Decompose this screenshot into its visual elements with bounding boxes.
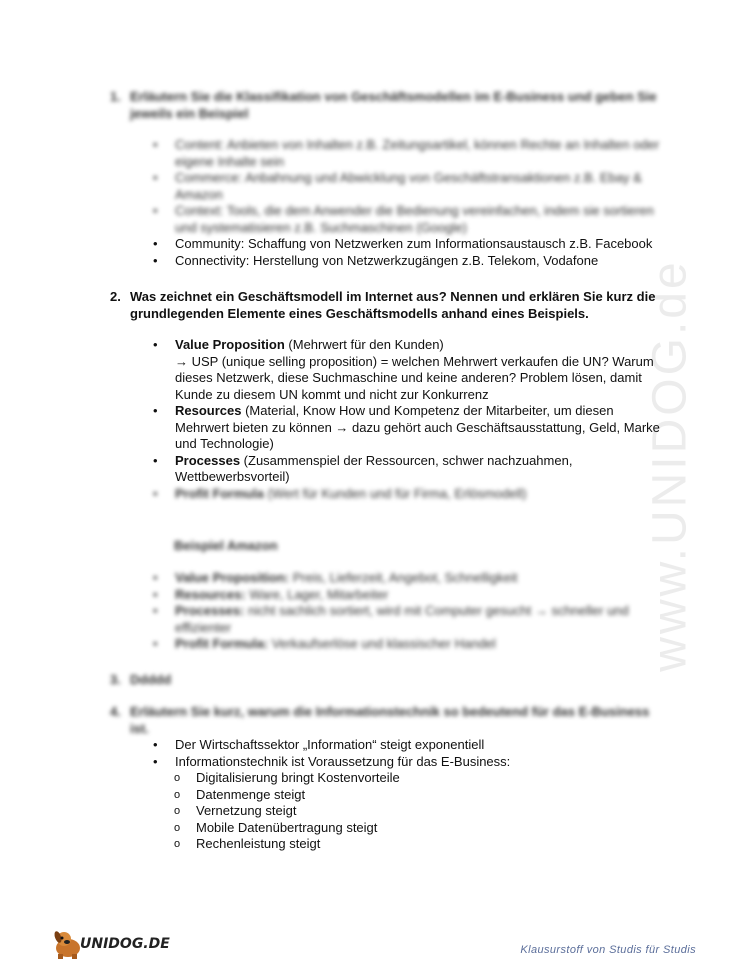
question-1 [110, 88, 670, 122]
sub-list-item: o Datenmenge steigt [174, 786, 306, 802]
question-4 [110, 703, 670, 737]
question-4-answers [150, 737, 670, 770]
list-item: • Content: Anbieten von Inhalten z.B. Zeitungsartikel, können Rechte an Inhalten oder eigene Inhalte sein [153, 137, 660, 169]
list-item: • Connectivity: Herstellung von Netzwerkzugängen z.B. Telekom, Vodafone [153, 252, 599, 268]
list-item: • Profit Formula: Verkaufserlöse und klassischer Handel [153, 636, 496, 651]
question-text: Erläutern Sie die Klassifikation von Geschäftsmodellen im E-Business und geben Sie jeweils ein Beispiel [130, 89, 657, 121]
list-item: • Resources: Ware, Lager, Mitarbeiter [153, 586, 389, 602]
list-item-processes: • Processes (Zusammenspiel der Ressourcen, schwer nachzuahmen, Wettbewerbsvorteil) [153, 452, 573, 484]
unidog-logo [52, 928, 172, 960]
sub-list-item: o Rechenleistung steigt [174, 836, 321, 851]
list-item: • Community: Schaffung von Netzwerken zum Informationsaustausch z.B. Facebook [153, 236, 653, 251]
question-text: Was zeichnet ein Geschäftsmodell im Internet aus? Nennen und erklären Sie kurz die grundlegenden Elemente eines Geschäftsmodells anhand eines Beispiels. [130, 289, 656, 321]
question-text: Erläutern Sie kurz, warum die Informationstechnik so bedeutend für das E-Business ist. [130, 704, 650, 736]
logo-text: UNIDOG.DE [80, 936, 170, 952]
sub-list-item: o Digitalisierung bringt Kostenvorteile [174, 770, 400, 785]
example-list [150, 570, 670, 653]
question-number: 2. [110, 289, 121, 304]
watermark: www.UNIDOG.de [643, 258, 697, 672]
list-item-resources: • Resources (Material, Know How und Kompetenz der Mitarbeiter, um diesen Mehrwert bieten zu können → dazu gehört auch Geschäftsausstattung, Geld, Marke und Technologie) [153, 403, 660, 451]
question-number: 3. [110, 672, 121, 687]
sub-list-item: o Mobile Datenübertragung steigt [174, 819, 378, 835]
list-item-profit-formula: • Profit Formula (Wert für Kunden und für Firma, Erlösmodell) [153, 485, 527, 501]
list-item-value-proposition: • Value Proposition (Mehrwert für den Kunden) → USP (unique selling proposition) = welchen Mehrwert verkaufen die UN? Warum dieses Netzwerk, diese Suchmaschine und keine anderen? Problem lösen, damit Kunde zu diesem UN kommt und nicht zur Konkurrenz [153, 337, 654, 402]
question-1-answers [150, 137, 670, 269]
question-number: 1. [110, 89, 121, 104]
question-2-answers [150, 337, 670, 502]
question-text: Ddddd [130, 672, 172, 687]
sub-list-item: o Vernetzung steigt [174, 803, 297, 818]
list-item: • Commerce: Anbahnung und Abwicklung von Geschäftstransaktionen z.B. Ebay & Amazon [153, 170, 642, 202]
list-item: • Der Wirtschaftssektor „Information“ steigt exponentiell [153, 737, 485, 752]
list-item: • Context: Tools, die dem Anwender die Bedienung vereinfachen, indem sie sortieren und systematisieren z.B. Suchmaschinen (Google) [153, 203, 654, 235]
question-2 [110, 288, 670, 322]
list-item: • Informationstechnik ist Voraussetzung für das E-Business: [153, 753, 511, 769]
example-heading: Beispiel Amazon [174, 538, 278, 553]
question-3 [110, 671, 670, 688]
footer-tagline: Klausurstoff von Studis für Studis [520, 944, 696, 956]
list-item: • Processes: nicht sachlich sortiert, wird mit Computer gesucht → schneller und effizienter [153, 603, 629, 635]
list-item: • Value Proposition: Preis, Lieferzeit, Angebot, Schnelligkeit [153, 570, 518, 585]
question-number: 4. [110, 704, 121, 719]
question-4-subitems [172, 770, 652, 853]
